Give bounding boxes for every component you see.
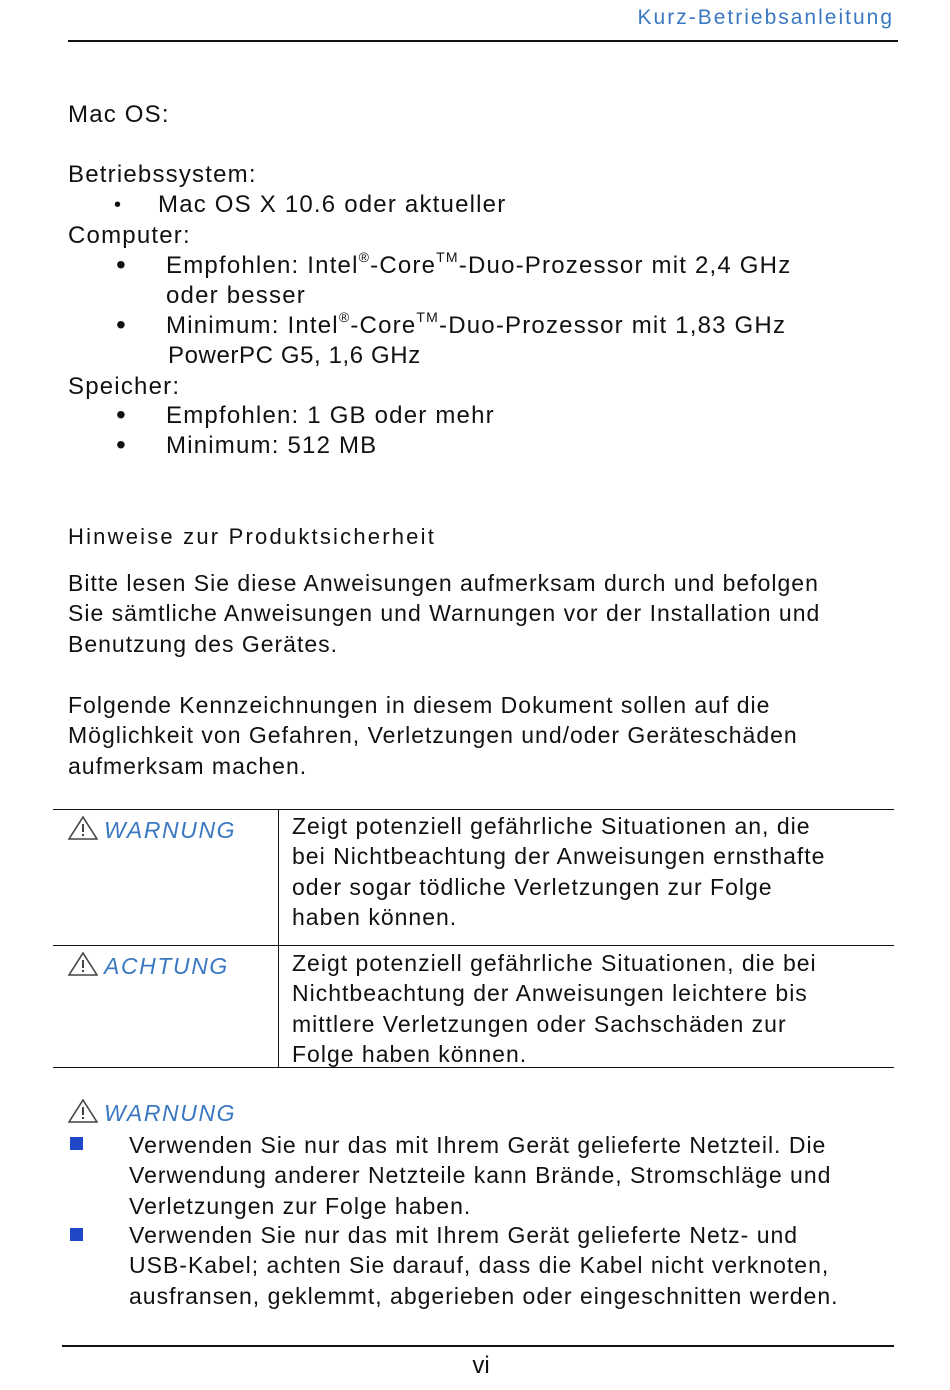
table-row-caution-text: Zeigt potenziell gefährliche Situationen, die bei Nichtbeachtung der Anweisungen leichtere bis mittlere Verletzungen oder Sachschäden zur Folge haben können.: [292, 950, 817, 1067]
warning-triangle-icon: [68, 1099, 98, 1123]
table-row-warning-text: Zeigt potenziell gefährliche Situationen an, die bei Nichtbeachtung der Anweisungen ernsthafte oder sogar tödliche Verletzungen zur Folge haben können.: [292, 813, 826, 930]
warning-item-1: Verwenden Sie nur das mit Ihrem Gerät gelieferte Netzteil. Die Verwendung anderer Netzteile kann Brände, Stromschläge und Verletzungen zur Folge haben.: [129, 1132, 832, 1219]
memory-recommended: Empfohlen: 1 GB oder mehr: [166, 402, 495, 429]
bullet-dot: •: [116, 309, 128, 340]
table-row-warning-label: WARNUNG: [68, 816, 236, 844]
computer-minimum: Minimum: Intel®-Core™-Duo-Prozessor mit 1,83 GHz: [166, 309, 787, 339]
bullet-dot: •: [116, 429, 128, 460]
os-label: Betriebssystem:: [68, 161, 257, 188]
page-number: vi: [472, 1352, 490, 1379]
safety-paragraph-2: Folgende Kennzeichnungen in diesem Dokument sollen auf die Möglichkeit von Gefahren, Verletzungen und/oder Geräteschäden aufmerksam machen.: [68, 692, 798, 779]
safety-title: Hinweise zur Produktsicherheit: [68, 524, 437, 549]
table-column-divider: [278, 809, 279, 1067]
bullet-dot: •: [116, 399, 128, 430]
table-top-border: [53, 809, 894, 810]
mac-heading: Mac OS:: [68, 101, 170, 128]
warning-triangle-icon: [68, 816, 98, 840]
computer-recommended-line2: oder besser: [166, 282, 306, 309]
computer-minimum-line2: PowerPC G5, 1,6 GHz: [168, 342, 421, 369]
footer-divider: [62, 1345, 894, 1347]
bullet-square-icon: [70, 1228, 83, 1241]
os-item: Mac OS X 10.6 oder aktueller: [158, 191, 507, 218]
warning-triangle-icon: [68, 952, 98, 976]
header-divider: [68, 40, 898, 42]
table-row-caution-label: ACHTUNG: [68, 952, 229, 980]
warning-item-2: Verwenden Sie nur das mit Ihrem Gerät gelieferte Netz- und USB-Kabel; achten Sie darauf, dass die Kabel nicht verknoten, ausfransen, geklemmt, abgerieben oder eingeschnitten werden.: [129, 1222, 839, 1309]
memory-label: Speicher:: [68, 373, 181, 400]
table-row-divider: [53, 945, 894, 946]
warning-heading: WARNUNG: [68, 1099, 236, 1127]
bullet-dot: •: [114, 194, 123, 216]
memory-minimum: Minimum: 512 MB: [166, 432, 378, 459]
bullet-square-icon: [70, 1137, 83, 1150]
header-title: Kurz-Betriebsanleitung: [637, 6, 894, 29]
computer-label: Computer:: [68, 222, 191, 249]
safety-paragraph-1: Bitte lesen Sie diese Anweisungen aufmerksam durch und befolgen Sie sämtliche Anweisungen und Warnungen vor der Installation und Benutzung des Gerätes.: [68, 570, 821, 657]
computer-recommended: Empfohlen: Intel®-Core™-Duo-Prozessor mit 2,4 GHz: [166, 249, 792, 279]
bullet-dot: •: [116, 249, 128, 280]
